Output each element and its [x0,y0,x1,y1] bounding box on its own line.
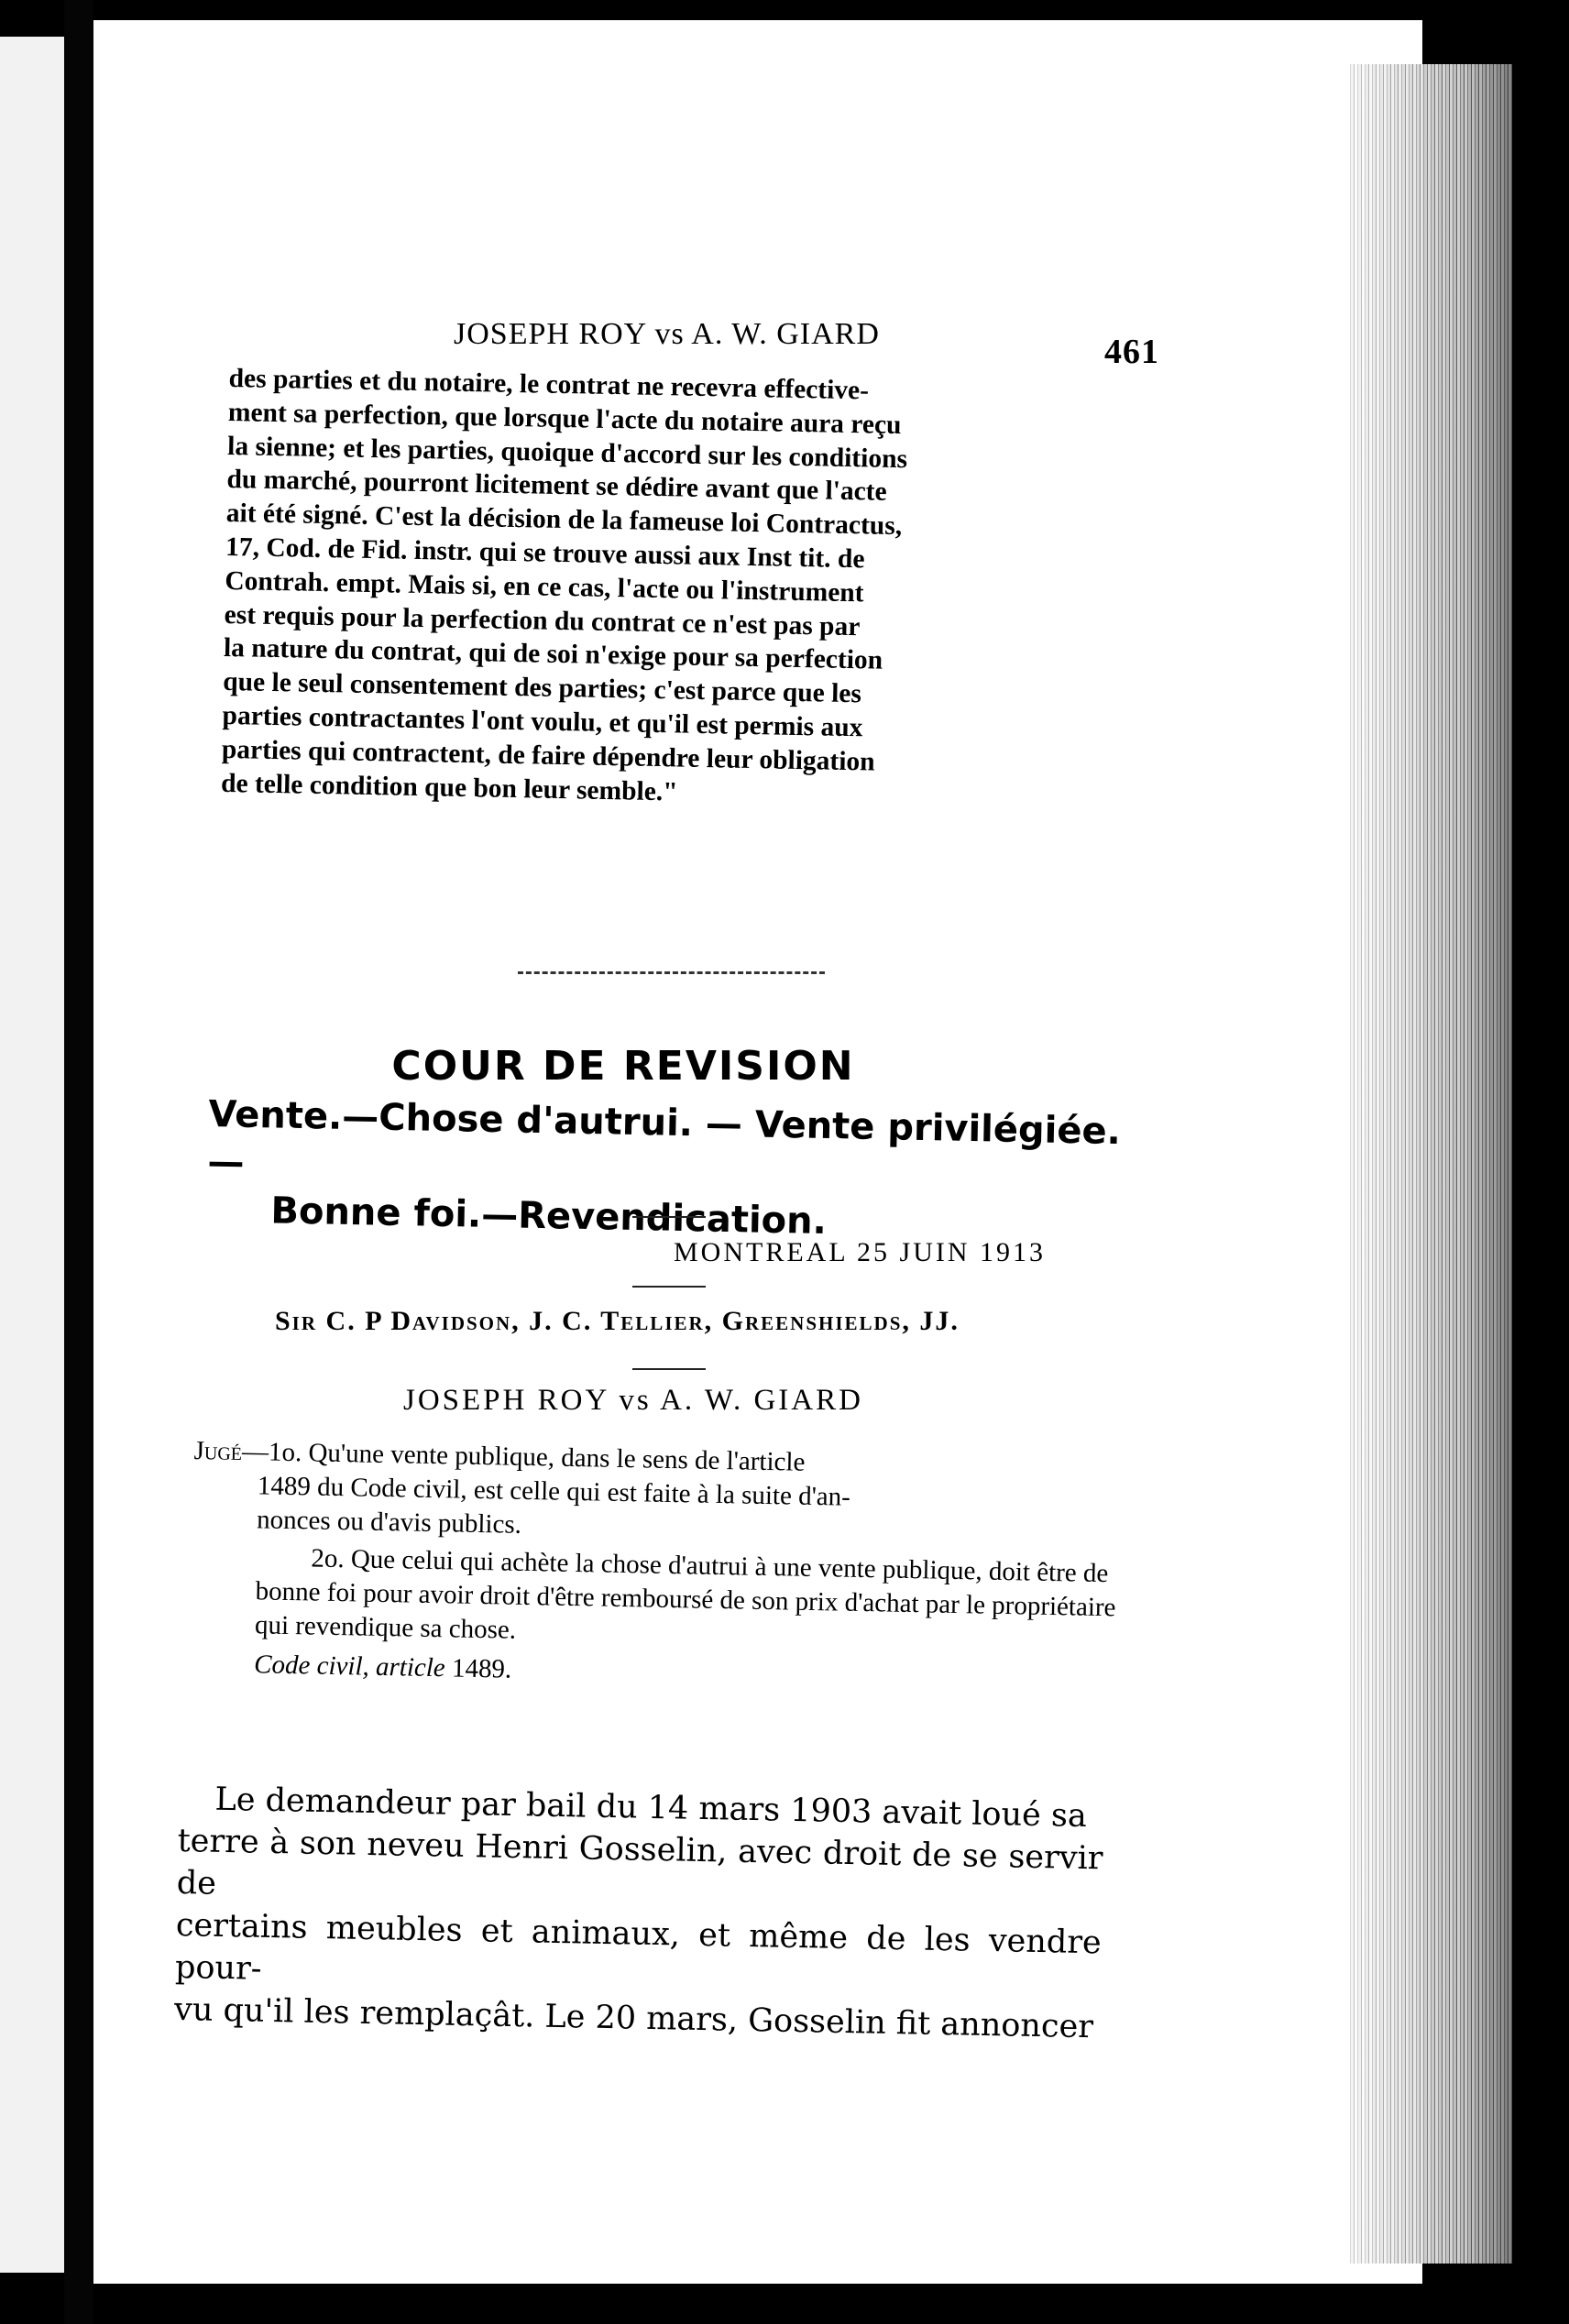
judgment-summary [190,1434,1129,1699]
summary-line: Jugé—1o. Qu'une vente publique, dans le sens de l'article [193,1435,806,1477]
text-line: parties qui contractent, de faire dépendre leur obligation [221,734,875,777]
text-line: Contrah. empt. Mais si, en ce cas, l'acte ou l'instrument [225,565,864,608]
text-line: 17, Cod. de Fid. instr. qui se trouve aussi aux Inst tit. de [225,532,865,575]
text-line: la nature du contrat, qui de soi n'exige pour sa perfection [223,633,883,676]
summary-paragraph: 2o. Que celui qui achète la chose d'autrui à une vente publique, doit être de bonne foi pour avoir droit d'être remboursé de son prix d'achat par le propriétaire qui revendique sa chose. [254,1543,1116,1645]
juge-label: Jugé [193,1435,243,1466]
place-date: MONTREAL 25 JUIN 1913 [674,1237,1047,1267]
court-heading: COUR DE REVISION [391,1043,855,1090]
short-rule [632,1368,706,1370]
short-rule [632,1216,706,1218]
section-separator [518,971,825,974]
text-line: du marché, pourront licitement se dédire avant que l'acte [226,465,887,508]
text-line: parties contractantes l'ont voulu, et qu'il est permis aux [222,700,863,743]
text-line: terre à son neveu Henri Gosselin, avec droit de se servir de [176,1822,1103,1902]
running-head [225,312,1159,371]
code-reference: Code civil, article 1489. [253,1650,512,1684]
short-rule [632,1286,706,1288]
text-line: Le demandeur par bail du 14 mars 1903 avait loué sa [214,1781,1088,1836]
text-line: des parties et du notaire, le contrat ne recevra effective- [228,363,870,406]
text-line: que le seul consentement des parties; c'est parce que les [222,667,862,709]
text-line: de telle condition que bon leur semble." [220,768,678,807]
parties-line: JOSEPH ROY vs A. W. GIARD [403,1384,863,1417]
text-line: la sienne; et les parties, quoique d'accord sur les conditions [226,431,908,474]
summary-line: nonces ou d'avis publics. [256,1505,522,1540]
body-paragraph [174,1778,1104,2048]
headnote-line: Bonne foi.—Revendication. [270,1189,828,1243]
text-line: vu qu'il les remplaçât. Le 20 mars, Gosselin fit annoncer [173,1990,1094,2046]
page-number: 461 [1104,333,1159,371]
summary-line: 1489 du Code civil, est celle qui est faite à la suite d'an- [257,1471,851,1512]
running-title: JOSEPH ROY vs A. W. GIARD [454,317,880,351]
book-gutter [64,0,93,2324]
judges-line: Sir C. P Davidson, J. C. Tellier, Greenshields, JJ. [275,1306,960,1336]
quotation-paragraph [221,362,1146,817]
previous-page-edge [0,37,64,2273]
text-line: ait été signé. C'est la décision de la fameuse loi Contractus, [225,499,903,542]
text-line: ment sa perfection, que lorsque l'acte du notaire aura reçu [227,397,902,440]
headnote-line: Vente.—Chose d'autrui. — Vente privilégiée. — [207,1092,1122,1184]
text-line: est requis pour la perfection du contrat ce n'est pas par [224,599,861,641]
case-headnote [206,1091,1135,1251]
text-line: certains meubles et animaux, et même de les vendre pour- [174,1906,1103,1988]
